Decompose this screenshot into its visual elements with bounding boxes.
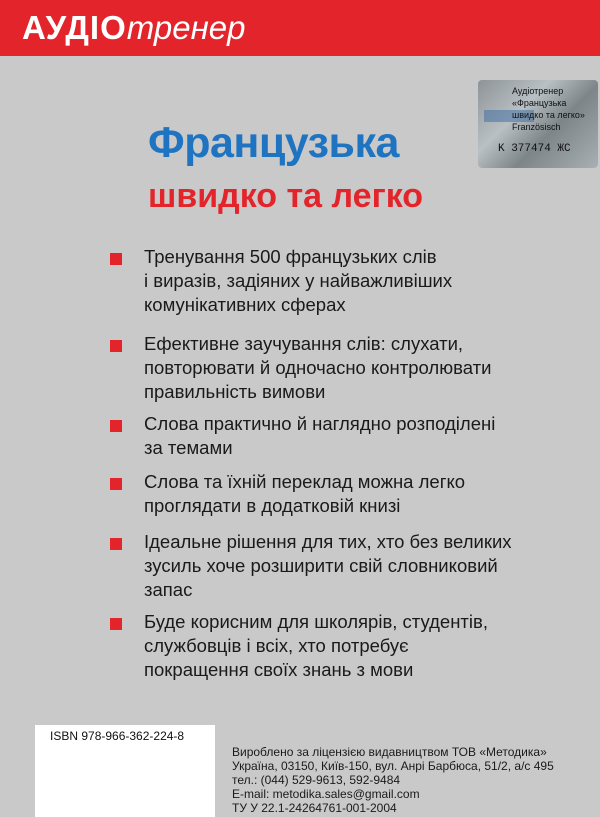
publisher-info <box>232 745 592 815</box>
publisher-line: тел.: (044) 529-9613, 592-9484 <box>232 773 401 787</box>
bullet-square-icon <box>110 420 122 432</box>
sticker-line: Аудіотренер <box>512 86 564 96</box>
feature-text: Ідеальне рішення для тих, хто без великих зусиль хоче розширити свій словниковий запас <box>144 531 512 600</box>
isbn-label: ISBN 978-966-362-224-8 <box>50 729 185 743</box>
feature-text: Слова практично й наглядно розподілені за темами <box>144 413 496 458</box>
publisher-line: ТУ У 22.1-24264761-001-2004 <box>232 801 397 815</box>
sticker-line: Französisch <box>512 122 561 132</box>
barcode-area <box>35 725 215 817</box>
brand-italic-text: тренер <box>126 9 246 46</box>
sticker-line: швидко та легко» <box>512 110 585 120</box>
bullet-square-icon <box>110 340 122 352</box>
publisher-line: Україна, 03150, Київ-150, вул. Анрі Барбюса, 51/2, а/с 495 <box>232 759 554 773</box>
book-subtitle: швидко та легко <box>148 177 424 215</box>
publisher-line: E-mail: metodika.sales@gmail.com <box>232 787 420 801</box>
publisher-line: Вироблено за ліцензією видавництвом ТОВ «Методика» <box>232 745 547 759</box>
bullet-square-icon <box>110 538 122 550</box>
book-title: Французька <box>148 119 399 167</box>
feature-text: Ефективне заучування слів: слухати, повторювати й одночасно контролювати правильність вимови <box>144 333 492 402</box>
feature-text: Тренування 500 французьких слів і виразів, задіяних у найважливіших комунікативних сферах <box>144 246 453 315</box>
bullet-square-icon <box>110 618 122 630</box>
feature-text: Буде корисним для школярів, студентів, службовців і всіх, хто потребує покращення своїх знань з мови <box>144 611 488 680</box>
sticker-code: K 377474 ЖС <box>498 143 571 155</box>
sticker-line: «Французька <box>512 98 567 108</box>
bullet-square-icon <box>110 478 122 490</box>
bullet-square-icon <box>110 253 122 265</box>
brand-bold-text: АУДІО <box>22 9 127 46</box>
feature-text: Слова та їхній переклад можна легко проглядати в додатковій книзі <box>144 471 466 516</box>
